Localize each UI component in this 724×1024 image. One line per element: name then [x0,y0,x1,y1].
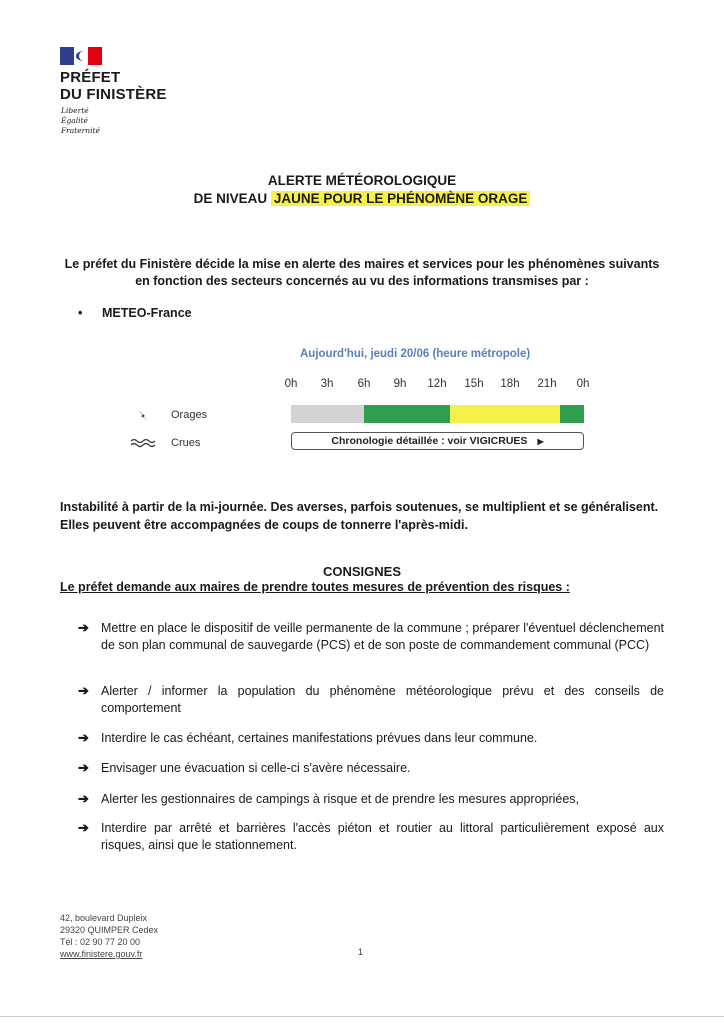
alert-title-prefix: DE NIVEAU [193,191,271,206]
hour-tick: 0h [284,378,298,390]
timeline-segment-jaune [450,405,560,423]
list-item-text: Mettre en place le dispositif de veille permanente de la commune ; préparer l'éventuel déclenchement de son plan communal de sauvegarde (PCS) et de son poste de commandement communal (PCC) [101,621,664,652]
hour-tick: 21h [537,378,557,390]
arrow-icon: ➔ [78,620,89,635]
alert-title-line2 [0,190,724,208]
vigicrues-text: Chronologie détaillée : voir VIGICRUES [331,435,528,447]
play-arrow-icon: ▶ [537,437,544,446]
footer-city: 29320 QUIMPER Cedex [60,925,159,935]
arrow-icon: ➔ [78,683,89,698]
list-item-text: Interdire par arrêté et barrières l'accès piéton et routier au littoral particulièrement exposé aux risques, ainsi que le stationnement. [101,821,664,852]
hour-tick: 18h [500,378,520,390]
orages-label: Orages [171,409,208,421]
arrow-icon: ➔ [78,791,89,806]
list-item-text: Alerter les gestionnaires de campings à risque et de prendre les mesures appropriées, [101,792,580,806]
list-item [78,760,664,777]
devise [61,106,100,136]
devise-egalite: Égalité [61,116,88,125]
hour-tick: 3h [320,378,334,390]
consignes-subheading: Le préfet demande aux maires de prendre toutes mesures de prévention des risques : [60,580,570,594]
hour-tick: 15h [464,378,484,390]
hour-tick: 6h [357,378,371,390]
footer-street: 42, boulevard Dupleix [60,913,148,923]
footer-website-link[interactable]: www.finistere.gouv.fr [60,949,143,959]
hour-tick: 9h [393,378,407,390]
prefet-title [60,69,167,103]
devise-fraternite: Fraternité [61,126,100,135]
consignes-heading: CONSIGNES [322,564,401,579]
list-item [78,791,664,808]
hour-tick: 12h [427,378,447,390]
list-item [78,730,664,747]
list-item-text: Interdire le cas échéant, certaines manifestations prévues dans leur commune. [101,731,538,745]
lightning-icon [136,408,156,422]
scan-edge-divider [0,1016,724,1017]
alert-title-line1: ALERTE MÉTÉOROLOGIQUE [267,173,457,188]
list-item [78,820,664,854]
page-number: 1 [358,947,364,957]
footer-phone: Tél : 02 90 77 20 00 [60,937,141,947]
footer-address [60,912,158,960]
vigilance-date: Aujourd'hui, jeudi 20/06 (heure métropole) [300,348,531,360]
prefet-line2: DU FINISTÈRE [60,86,167,103]
alert-title [0,172,724,208]
alert-title-highlight: JAUNE POUR LE PHÉNOMÈNE ORAGE [271,191,531,206]
timeline-segment-vert [560,405,584,423]
forecast-paragraph: Instabilité à partir de la mi-journée. Des averses, parfois soutenues, se multiplient et se généralisent. Elles peuvent être accompagnées de coups de tonnerre l'après-midi. [60,500,659,532]
list-item [78,620,664,654]
bullet-dot: • [78,306,83,320]
hour-tick: 0h [576,378,590,390]
vigicrues-link[interactable] [291,432,584,450]
source-bullet [78,306,192,320]
arrow-icon: ➔ [78,760,89,775]
source-name: METEO-France [102,306,192,320]
list-item-text: Alerter / informer la population du phénomène météorologique prévu et des conseils de comportement [101,684,664,715]
timeline-segment-none [291,405,364,423]
orages-timeline [291,405,584,423]
arrow-icon: ➔ [78,730,89,745]
devise-liberte: Liberté [61,106,89,115]
timeline-segment-vert [364,405,449,423]
list-item [78,683,664,717]
intro-paragraph: Le préfet du Finistère décide la mise en alerte des maires et services pour les phénomènes suivants en fonction des secteurs concernés au vu des informations transmises par : [64,257,660,288]
list-item-text: Envisager une évacuation si celle-ci s'avère nécessaire. [101,761,411,775]
prefet-line1: PRÉFET [60,69,121,86]
waves-icon [130,436,160,450]
crues-label: Crues [171,437,201,449]
republique-flag-logo [60,47,102,65]
arrow-icon: ➔ [78,820,89,835]
